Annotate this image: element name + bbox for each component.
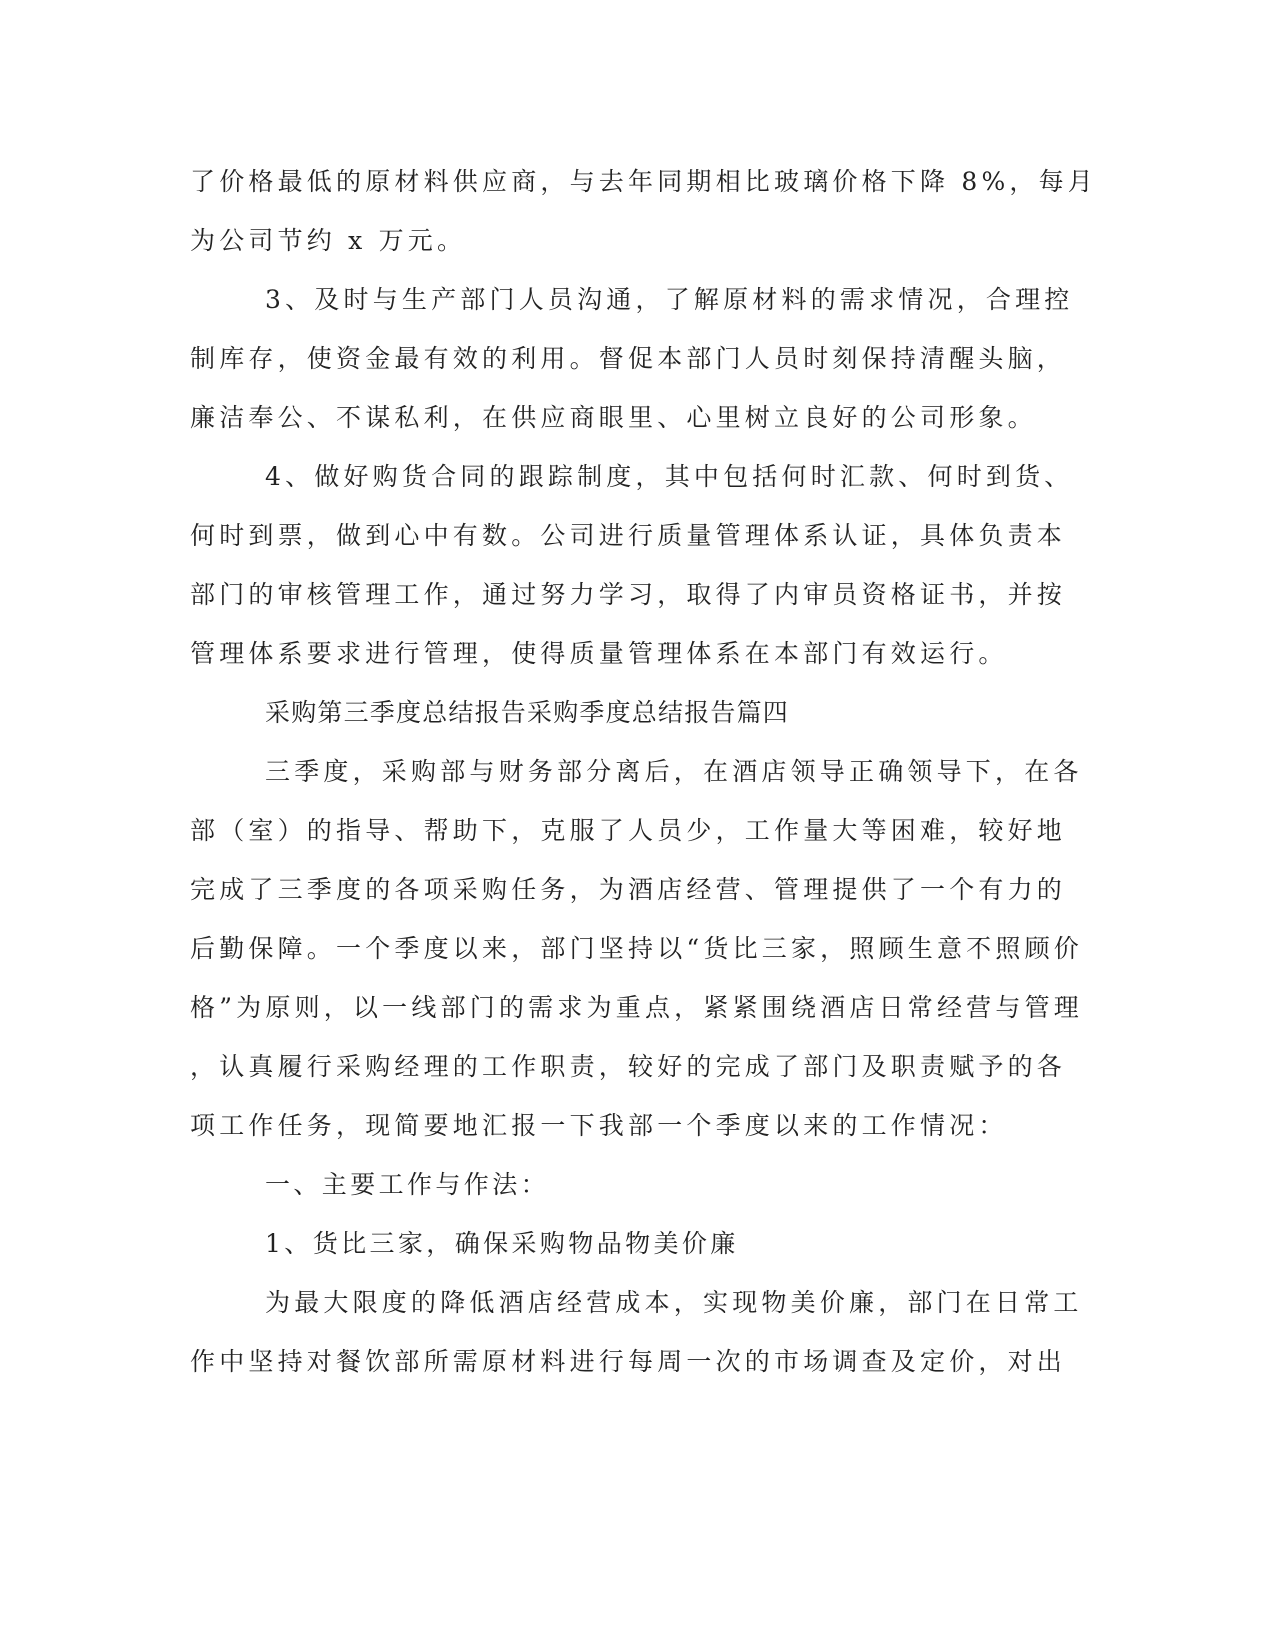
section-title: 采购第三季度总结报告采购季度总结报告篇四: [265, 698, 790, 727]
text-line-continuation: 部门的审核管理工作，通过努力学习，取得了内审员资格证书，并按: [190, 580, 1067, 609]
paragraph-intro-start: 三季度，采购部与财务部分离后，在酒店领导正确领导下，在各: [265, 757, 1083, 786]
text-line-continuation: 廉洁奉公、不谋私利，在供应商眼里、心里树立良好的公司形象。: [190, 403, 1037, 432]
text-line-continuation: 制库存，使资金最有效的利用。督促本部门人员时刻保持清醒头脑，: [190, 344, 1067, 373]
paragraph-cost-start: 为最大限度的降低酒店经营成本，实现物美价廉，部门在日常工: [265, 1288, 1083, 1317]
text-line-continuation: 作中坚持对餐饮部所需原材料进行每周一次的市场调查及定价，对出: [190, 1347, 1067, 1376]
text-line-continuation: 格”为原则，以一线部门的需求为重点，紧紧围绕酒店日常经营与管理: [190, 993, 1083, 1022]
paragraph-item-4-start: 4、做好购货合同的跟踪制度，其中包括何时汇款、何时到货、: [265, 462, 1074, 491]
subheading-item-1: 1、货比三家，确保采购物品物美价廉: [265, 1229, 739, 1258]
text-line-continuation: 完成了三季度的各项采购任务，为酒店经营、管理提供了一个有力的: [190, 875, 1067, 904]
text-line-continuation: 后勤保障。一个季度以来，部门坚持以“货比三家，照顾生意不照顾价: [190, 934, 1083, 963]
text-line-continuation: 为公司节约 x 万元。: [190, 226, 467, 255]
text-line-continuation: 了价格最低的原材料供应商，与去年同期相比玻璃价格下降 8%，每月: [190, 167, 1098, 196]
text-line-continuation: ，认真履行采购经理的工作职责，较好的完成了部门及职责赋予的各: [190, 1052, 1067, 1081]
paragraph-item-3-start: 3、及时与生产部门人员沟通，了解原材料的需求情况，合理控: [265, 285, 1074, 314]
text-line-continuation: 项工作任务，现简要地汇报一下我部一个季度以来的工作情况：: [190, 1111, 1008, 1140]
text-line-continuation: 管理体系要求进行管理，使得质量管理体系在本部门有效运行。: [190, 639, 1008, 668]
subheading-main-work: 一、主要工作与作法：: [265, 1170, 550, 1199]
text-line-continuation: 部（室）的指导、帮助下，克服了人员少，工作量大等困难，较好地: [190, 816, 1067, 845]
text-line-continuation: 何时到票，做到心中有数。公司进行质量管理体系认证，具体负责本: [190, 521, 1067, 550]
